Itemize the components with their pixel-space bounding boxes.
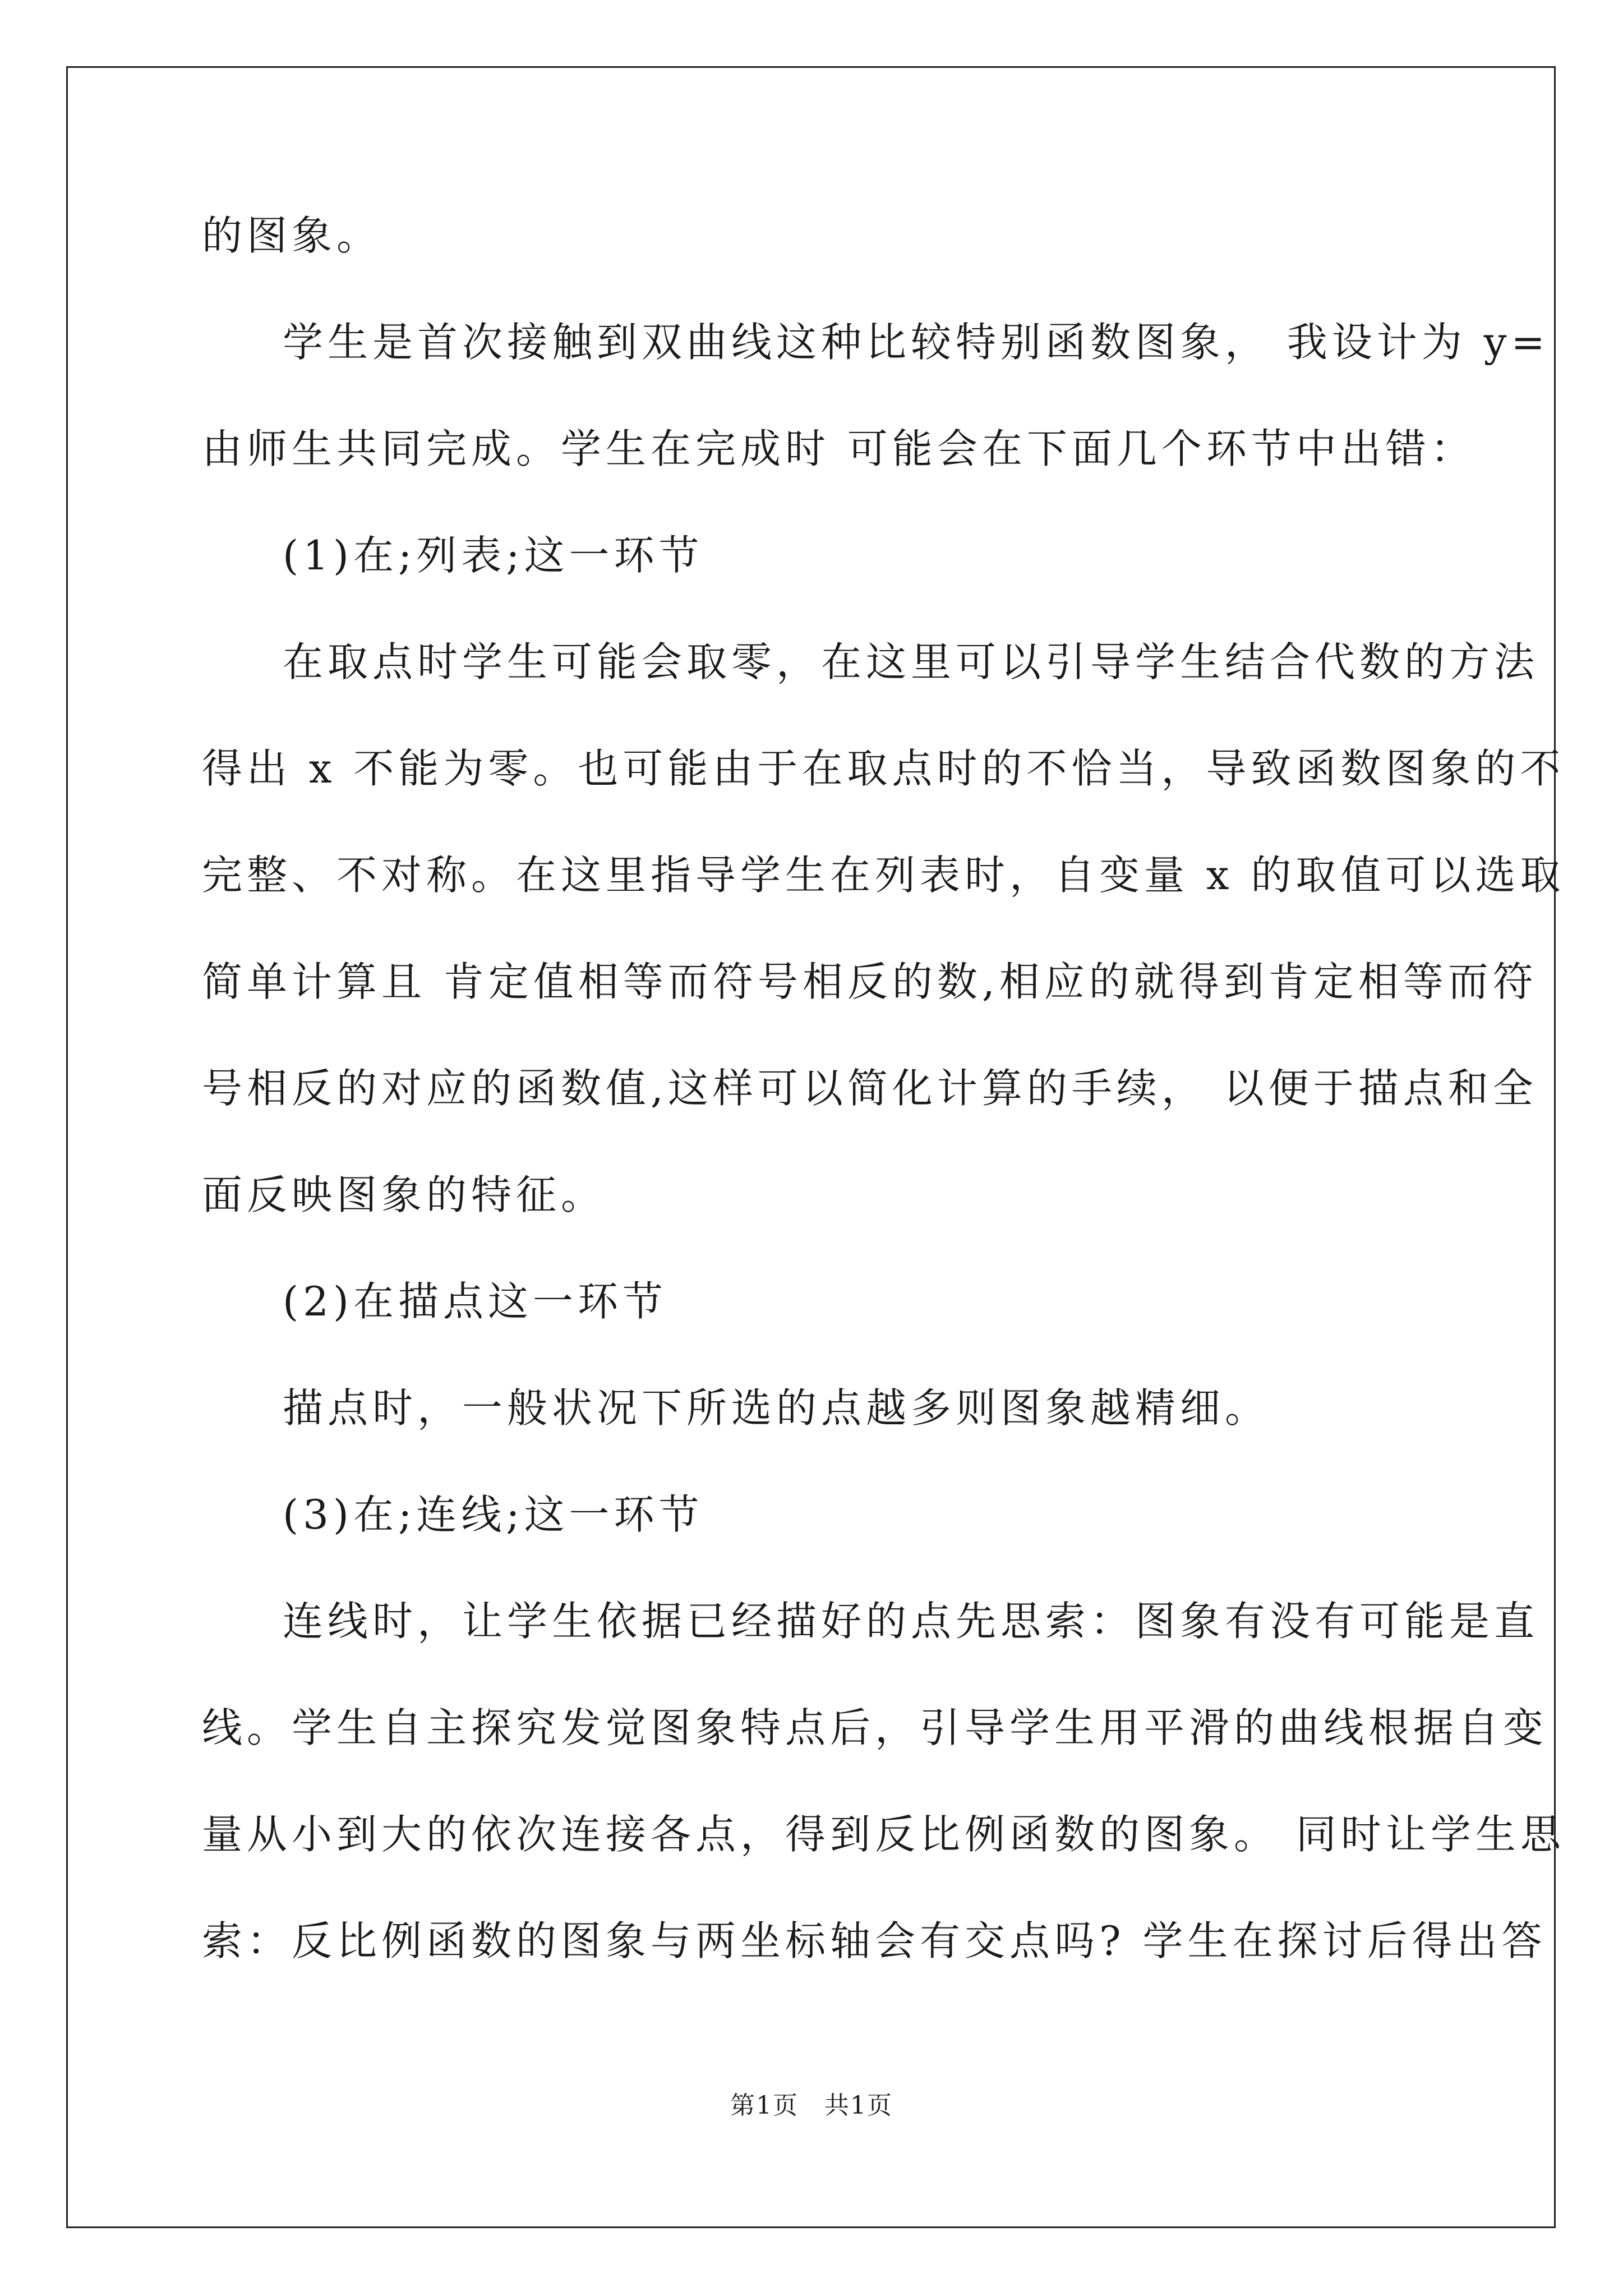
text-line: 索：反比例函数的图象与两坐标轴会有交点吗? 学生在探讨后得出答 [202,1917,1547,1964]
paragraph-line: 学生是首次接触到双曲线这种比较特别函数图象， 我设计为 y= [283,319,1550,366]
text-line: 由师生共同完成。学生在完成时 可能会在下面几个环节中出错： [202,425,1476,472]
section-heading: (3)在;连线;这一环节 [283,1491,704,1538]
text-line: 线。学生自主探究发觉图象特点后，引导学生用平滑的曲线根据自变 [202,1704,1548,1751]
text-line: 得出 x 不能为零。也可能由于在取点时的不恰当，导致函数图象的不 [202,745,1565,792]
text-line: 面反映图象的特征。 [202,1171,606,1218]
paragraph-line: 在取点时学生可能会取零，在这里可以引导学生结合代数的方法 [283,638,1539,685]
text-line: 号相反的对应的函数值,这样可以简化计算的手续， 以便于描点和全 [202,1065,1538,1112]
text-line: 的图象。 [202,212,382,259]
section-heading: (1)在;列表;这一环节 [283,532,704,579]
text-line: 量从小到大的依次连接各点，得到反比例函数的图象。 同时让学生思 [202,1811,1565,1858]
paragraph-line: 描点时，一般状况下所选的点越多则图象越精细。 [283,1384,1270,1432]
text-line: 完整、不对称。在这里指导学生在列表时，自变量 x 的取值可以选取 [202,852,1565,899]
paragraph-line: 连线时，让学生依据已经描好的点先思索：图象有没有可能是直 [283,1598,1539,1645]
page-border [66,66,1556,2228]
section-heading: (2)在描点这一环节 [283,1278,667,1325]
page-footer [0,2091,1623,2120]
page-total: 共1页 [824,2091,893,2120]
text-line: 简单计算且 肯定值相等而符号相反的数,相应的就得到肯定相等而符 [202,958,1538,1005]
page-number: 第1页 [730,2091,799,2120]
